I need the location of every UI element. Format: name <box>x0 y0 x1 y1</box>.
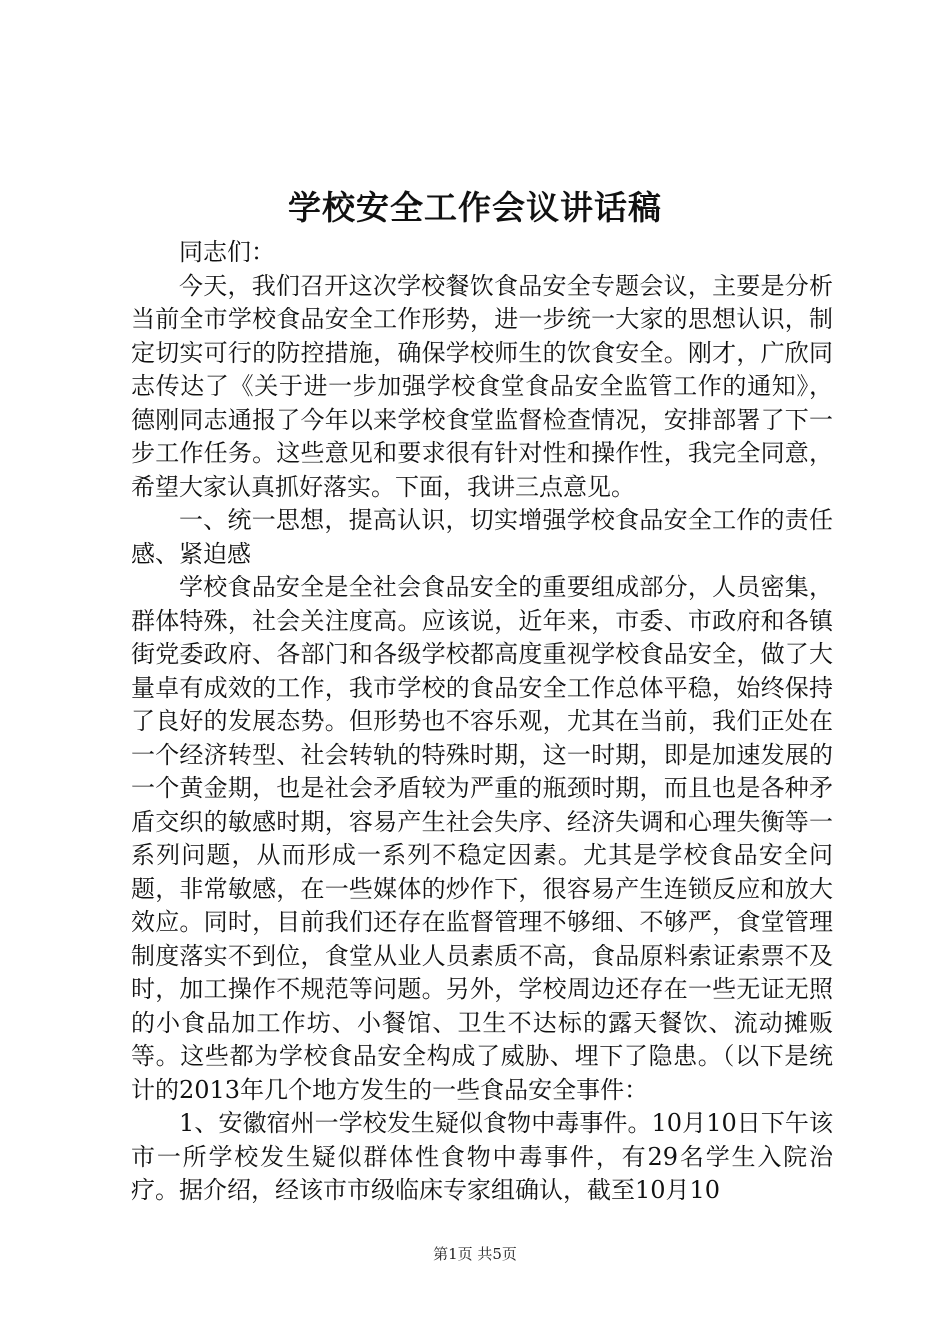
body-paragraph: 学校食品安全是全社会食品安全的重要组成部分，人员密集，群体特殊，社会关注度高。应该说，近年来，市委、市政府和各镇街党委政府、各部门和各级学校都高度重视学校食品安全，做了大量卓有成效的工作，我市学校的食品安全工作总体平稳，始终保持了良好的发展态势。但形势也不容乐观，尤其在当前，我们正处在一个经济转型、社会转轨的特殊时期，这一时期，即是加速发展的一个黄金期，也是社会矛盾较为严重的瓶颈时期，而且也是各种矛盾交织的敏感时期，容易产生社会失序、经济失调和心理失衡等一系列问题，从而形成一系列不稳定因素。尤其是学校食品安全问题，非常敏感，在一些媒体的炒作下，很容易产生连锁反应和放大效应。同时，目前我们还存在监督管理不够细、不够严，食堂管理制度落实不到位，食堂从业人员素质不高，食品原料索证索票不及时，加工操作不规范等问题。另外，学校周边还存在一些无证无照的小食品加工作坊、小餐馆、卫生不达标的露天餐饮、流动摊贩等。这些都为学校食品安全构成了威胁、埋下了隐患。（以下是统计的2013年几个地方发生的一些食品安全事件： <box>131 573 833 1104</box>
document-title: 学校安全工作会议讲话稿 <box>288 188 662 227</box>
section-heading-one: 一、统一思想，提高认识，切实增强学校食品安全工作的责任感、紧迫感 <box>131 506 833 568</box>
intro-paragraph: 今天，我们召开这次学校餐饮食品安全专题会议，主要是分析当前全市学校食品安全工作形势，进一步统一大家的思想认识，制定切实可行的防控措施，确保学校师生的饮食安全。刚才，广欣同志传达了《关于进一步加强学校食堂食品安全监管工作的通知》，德刚同志通报了今年以来学校食堂监督检查情况，安排部署了下一步工作任务。这些意见和要求很有针对性和操作性，我完全同意，希望大家认真抓好落实。下面，我讲三点意见。 <box>131 271 833 501</box>
document-body <box>131 236 833 1208</box>
page-number-footer: 第1页 共5页 <box>433 1245 517 1263</box>
salutation-paragraph: 同志们： <box>179 238 275 266</box>
list-item-paragraph: 1、安徽宿州一学校发生疑似食物中毒事件。10月10日下午该市一所学校发生疑似群体性食物中毒事件，有29名学生入院治疗。据介绍，经该市市级临床专家组确认，截至10月10 <box>131 1109 833 1204</box>
